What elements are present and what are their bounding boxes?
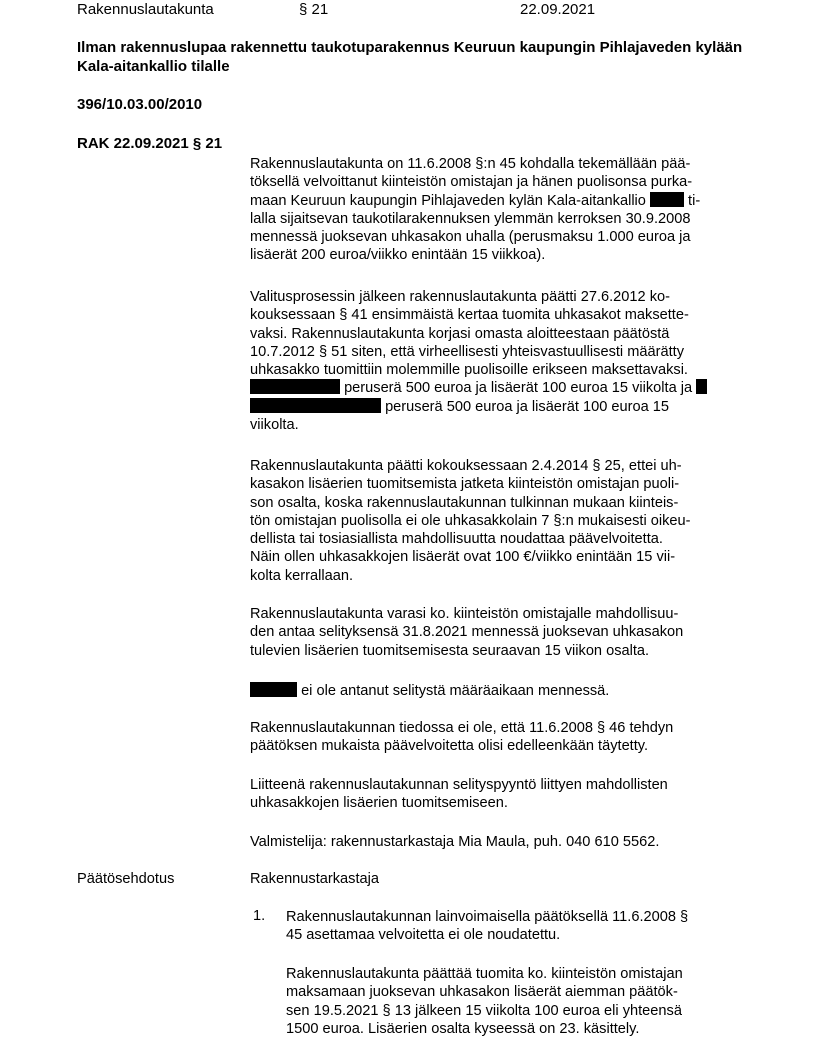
- redaction-block: [250, 379, 340, 394]
- paragraph-6: [250, 719, 750, 756]
- text-line: viikolta.: [250, 417, 299, 434]
- paragraph-5: [250, 682, 750, 700]
- text-line: Liitteenä rakennuslautakunnan selityspyyntö liittyen mahdollisten: [250, 777, 668, 793]
- redaction-block: [250, 682, 297, 697]
- header-section: § 21: [299, 1, 329, 18]
- header-body: Rakennuslautakunta: [77, 1, 214, 18]
- text-line: vaksi. Rakennuslautakunta korjasi omasta aloitteestaan päätöstä: [250, 325, 670, 342]
- text-line: Valmistelija: rakennustarkastaja Mia Maula, puh. 040 610 5562.: [250, 834, 660, 850]
- text-line: Valitusprosessin jälkeen rakennuslautakunta päätti 27.6.2012 ko-: [250, 289, 670, 305]
- paragraph-7: [250, 776, 750, 813]
- redaction-block: [250, 398, 381, 413]
- text-line: kasakon lisäerien tuomitsemista jatketa kiinteistön omistajan puoli-: [250, 476, 680, 493]
- text-line: [250, 682, 750, 700]
- text-line: Näin ollen uhkasakkojen lisäerät ovat 100 €/viikko enintään 15 vii-: [250, 549, 676, 566]
- paragraph-1: [250, 155, 750, 265]
- text-line: [250, 379, 750, 397]
- text-line: tulevien lisäerien tuomitsemisesta seuraavan 15 viikon osalta.: [250, 642, 650, 659]
- text-line: Rakennuslautakunta on 11.6.2008 §:n 45 kohdalla tekemällään pää-: [250, 156, 691, 172]
- paragraph-4: [250, 605, 750, 660]
- text-line: lisäerät 200 euroa/viikko enintään 15 viikkoa).: [250, 247, 546, 264]
- paragraph-3: [250, 457, 750, 585]
- redaction-block: [696, 379, 707, 394]
- text-line: sen 19.5.2021 § 13 jälkeen 15 viikolta 100 euroa eli yhteensä: [286, 1002, 682, 1019]
- text-span: maan Keuruun kaupungin Pihlajaveden kylän Kala-aitankallio: [250, 192, 646, 209]
- text-line: tön omistajan puolisolla ei ole uhkasakkolain 7 §:n mukaisesti oikeu-: [250, 512, 691, 529]
- proposal-label: Päätösehdotus: [77, 871, 175, 887]
- meeting-reference: RAK 22.09.2021 § 21: [77, 135, 223, 152]
- text-line: Rakennuslautakunnan tiedossa ei ole, että 11.6.2008 § 46 tehdyn: [250, 720, 674, 736]
- text-line: dellista tai tosiasiallista mahdollisuutta noudattaa päävelvoitetta.: [250, 531, 663, 548]
- text-span: ti-: [688, 192, 701, 209]
- text-line: Rakennuslautakunta päätti kokouksessaan 2.4.2014 § 25, ettei uh-: [250, 458, 682, 474]
- document-title: Ilman rakennuslupaa rakennettu taukotuparakennus Keuruun kaupungin Pihlajaveden kylään Kala-aitankallio tilalle: [77, 39, 743, 75]
- text-line: maksamaan juoksevan uhkasakon lisäerät aiemman päätök-: [286, 984, 678, 1001]
- proposal-decision-text: [286, 965, 756, 1038]
- text-span: ei ole antanut selitystä määräaikaan mennessä.: [301, 683, 610, 699]
- text-span: peruserä 500 euroa ja lisäerät 100 euroa 15 viikolta ja: [344, 380, 693, 397]
- text-line: kolta kerrallaan.: [250, 567, 354, 584]
- paragraph-2: [250, 288, 750, 434]
- proposal-presenter: Rakennustarkastaja: [250, 871, 379, 887]
- text-line: mennessä juoksevan uhkasakon uhalla (perusmaksu 1.000 euroa ja: [250, 229, 691, 246]
- header-date: 22.09.2021: [520, 1, 596, 18]
- text-line: Rakennuslautakunta varasi ko. kiinteistön omistajalle mahdollisuu-: [250, 606, 679, 622]
- text-line: [250, 192, 750, 210]
- text-line: lalla sijaitsevan taukotilarakennuksen ylemmän kerroksen 30.9.2008: [250, 210, 691, 227]
- text-line: [250, 398, 750, 416]
- text-line: 1500 euroa. Lisäerien osalta kyseessä on 23. käsittely.: [286, 1020, 640, 1037]
- text-line: päätöksen mukaista päävelvoitetta olisi edelleenkään täytetty.: [250, 738, 649, 755]
- text-line: uhkasakkojen lisäerien tuomitsemiseen.: [250, 795, 508, 812]
- text-line: 10.7.2012 § 51 siten, että virheellisesti yhteisvastuullisesti määrätty: [250, 343, 684, 360]
- text-line: uhkasakko tuomittiin molemmille puolisoille erikseen maksettavaksi.: [250, 362, 688, 379]
- text-line: kouksessaan § 41 ensimmäistä kertaa tuomita uhkasakot maksette-: [250, 307, 689, 324]
- diary-number: 396/10.03.00/2010: [77, 96, 203, 113]
- paragraph-8: [250, 833, 750, 851]
- proposal-item-number: 1.: [253, 908, 266, 924]
- text-line: 45 asettamaa velvoitetta ei ole noudatettu.: [286, 927, 561, 944]
- proposal-item-text: [286, 908, 756, 945]
- text-line: son osalta, koska rakennuslautakunnan tulkinnan mukaan kiinteis-: [250, 494, 679, 511]
- text-line: Rakennuslautakunta päättää tuomita ko. kiinteistön omistajan: [286, 966, 683, 982]
- text-line: töksellä velvoittanut kiinteistön omistajan ja hänen puolisonsa purka-: [250, 174, 693, 191]
- text-span: peruserä 500 euroa ja lisäerät 100 euroa 15: [385, 398, 670, 415]
- text-line: den antaa selityksensä 31.8.2021 mennessä juoksevan uhkasakon: [250, 624, 684, 641]
- text-line: Rakennuslautakunnan lainvoimaisella päätöksellä 11.6.2008 §: [286, 909, 689, 925]
- redaction-block: [650, 192, 684, 207]
